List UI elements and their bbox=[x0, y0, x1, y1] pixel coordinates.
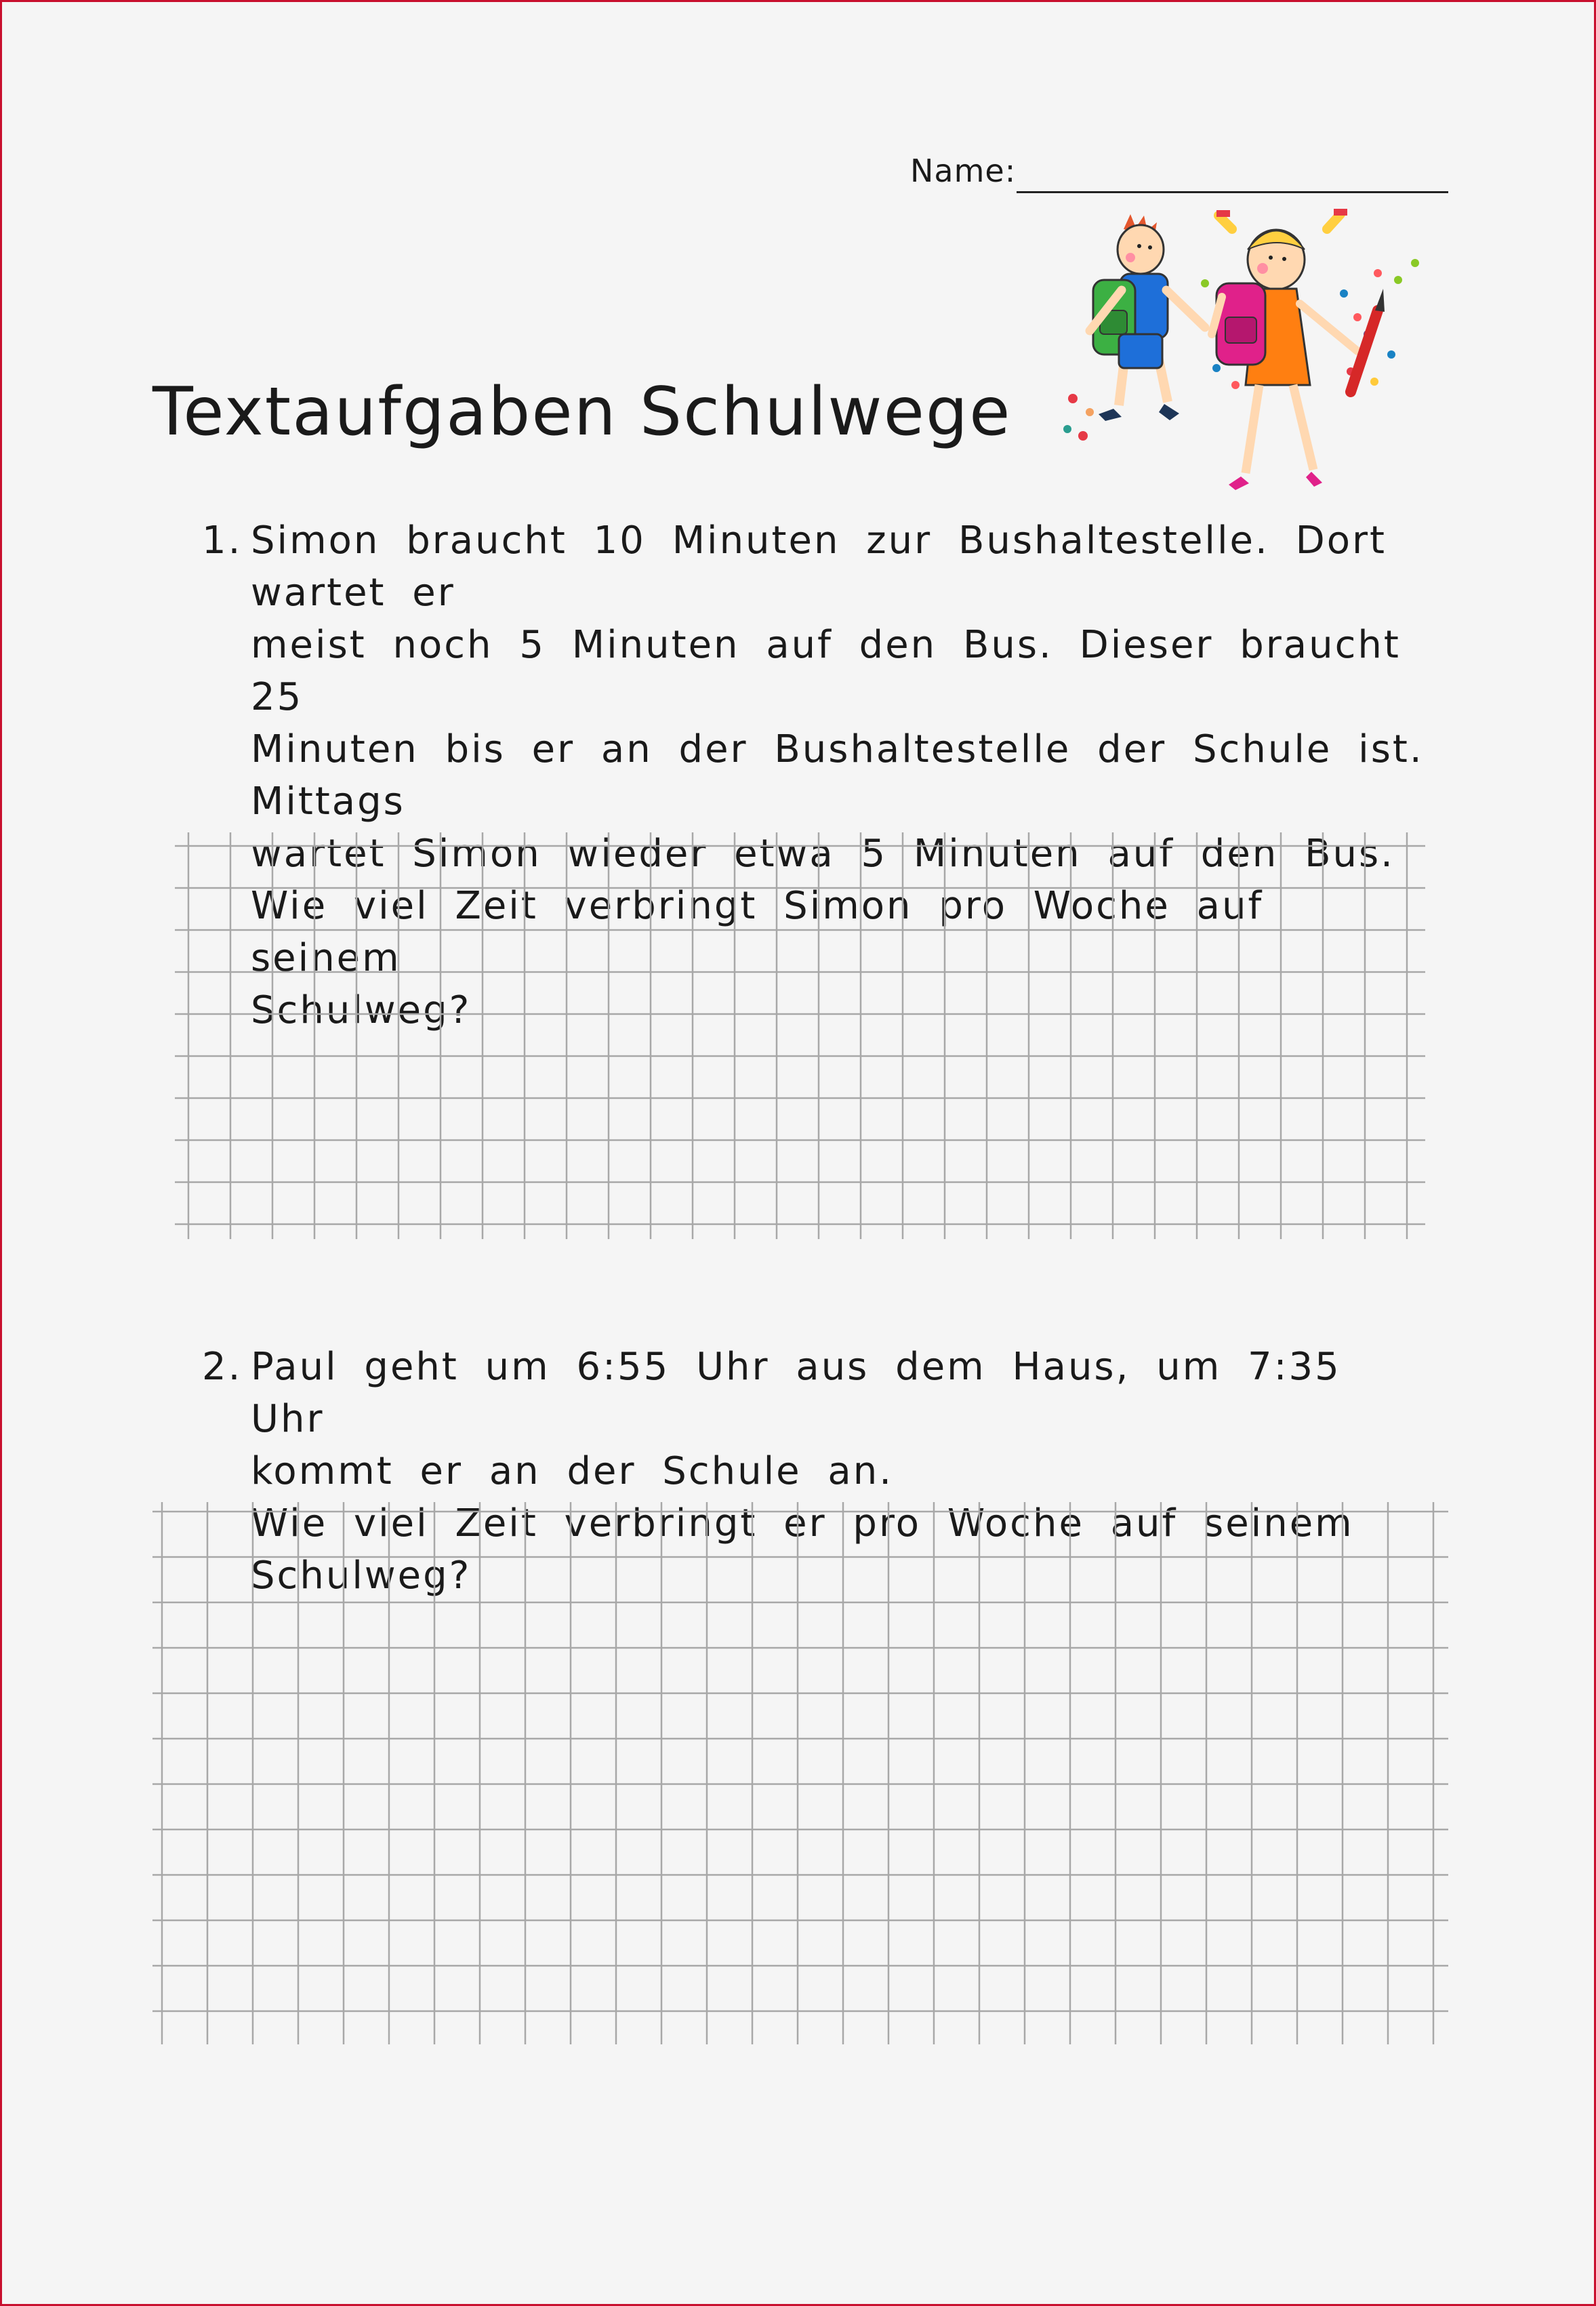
task-text-line: kommt er an der Schule an. bbox=[251, 1449, 894, 1493]
task-text-line: wartet Simon wieder etwa 5 Minuten auf den Bus. bbox=[251, 832, 1395, 876]
task-text-line: Minuten bis er an der Bushaltestelle der Schule ist. Mittags bbox=[251, 727, 1424, 824]
task-number: 2. bbox=[202, 1345, 243, 1389]
children-with-backpacks-illustration bbox=[1059, 209, 1425, 507]
task-text-line: Paul geht um 6:55 Uhr aus dem Haus, um 7:35 Uhr bbox=[251, 1345, 1341, 1441]
task-text-line: meist noch 5 Minuten auf den Bus. Dieser braucht 25 bbox=[251, 623, 1401, 719]
answer-grid-2[interactable] bbox=[152, 1502, 1448, 2044]
task-number: 1. bbox=[202, 519, 243, 563]
task-text-line: Simon braucht 10 Minuten zur Bushaltestelle. Dort wartet er bbox=[251, 519, 1387, 615]
answer-grid-1[interactable] bbox=[175, 832, 1425, 1239]
task-question-line: Wie viel Zeit verbringt er pro Woche auf seinem Schulweg? bbox=[251, 1501, 1354, 1598]
task-question-line: Schulweg? bbox=[251, 988, 472, 1032]
girl-figure bbox=[1212, 209, 1385, 490]
name-field-line[interactable] bbox=[1017, 191, 1448, 193]
name-label: Name: bbox=[910, 153, 1017, 189]
task-question-line: Wie viel Zeit verbringt Simon pro Woche auf seinem bbox=[251, 884, 1264, 980]
boy-figure bbox=[1090, 214, 1205, 421]
worksheet-title: Textaufgaben Schulwege bbox=[152, 373, 1012, 451]
